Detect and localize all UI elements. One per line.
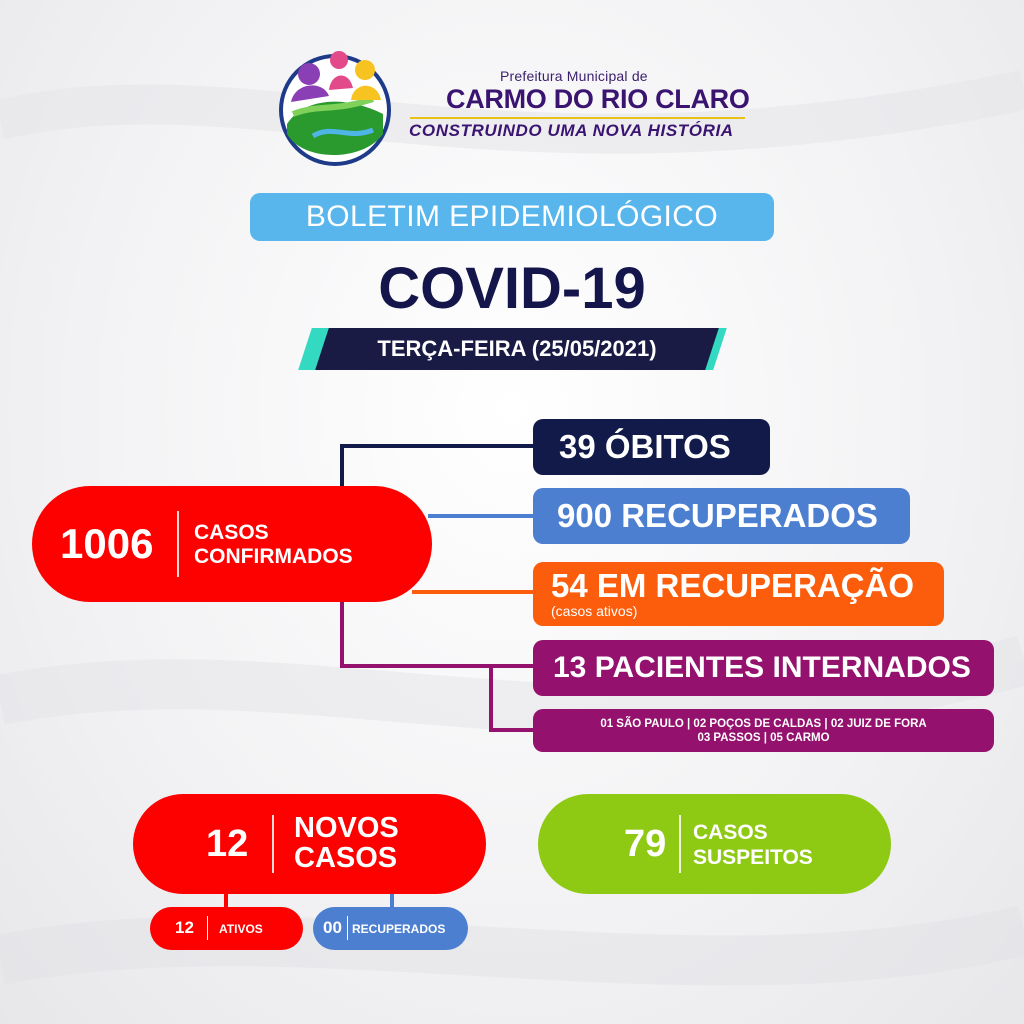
recovered-box: 900 RECUPERADOS xyxy=(533,488,910,544)
hospitalized-box: 13 PACIENTES INTERNADOS xyxy=(533,640,994,696)
new-recovered-value: 00 xyxy=(323,918,342,937)
bulletin-date: TERÇA-FEIRA (25/05/2021) xyxy=(377,336,657,361)
active-value: 12 xyxy=(175,918,194,937)
divider xyxy=(207,916,208,940)
confirmed-label-line2: CONFIRMADOS xyxy=(194,545,353,568)
divider xyxy=(347,916,348,940)
deaths-box: 39 ÓBITOS xyxy=(533,419,770,475)
hospitalized-detail-box xyxy=(533,709,994,752)
new-recovered-label: RECUPERADOS xyxy=(352,922,446,936)
new-cases-label-line1: NOVOS xyxy=(294,812,399,844)
active-label: ATIVOS xyxy=(219,922,263,936)
divider xyxy=(679,815,681,873)
confirmed-cases-value: 1006 xyxy=(60,520,154,567)
new-cases-label xyxy=(294,813,399,873)
recovering-note: (casos ativos) xyxy=(551,603,638,619)
slogan: CONSTRUINDO UMA NOVA HISTÓRIA xyxy=(409,121,734,140)
suspected-cases-label xyxy=(693,820,813,870)
suspected-label-line1: CASOS xyxy=(693,821,768,844)
city-name: CARMO DO RIO CLARO xyxy=(446,84,750,114)
disease-title: COVID-19 xyxy=(378,256,646,321)
prefeitura-label: Prefeitura Municipal de xyxy=(500,68,648,84)
confirmed-label-line1: CASOS xyxy=(194,521,269,544)
suspected-label-line2: SUSPEITOS xyxy=(693,846,813,869)
recovering-box xyxy=(533,562,944,626)
new-cases-value: 12 xyxy=(206,823,249,865)
confirmed-cases-label xyxy=(194,521,394,569)
recovering-label: 54 EM RECUPERAÇÃO xyxy=(551,567,915,604)
suspected-cases-value: 79 xyxy=(624,823,667,865)
hospitalized-detail-line2: 03 PASSOS | 05 CARMO xyxy=(697,732,830,744)
hospitalized-detail-line1: 01 SÃO PAULO | 02 POÇOS DE CALDAS | 02 JUIZ DE FORA xyxy=(600,718,927,730)
new-cases-label-line2: CASOS xyxy=(294,842,398,874)
bulletin-title: BOLETIM EPIDEMIOLÓGICO xyxy=(250,193,774,241)
divider xyxy=(177,511,179,577)
divider xyxy=(272,815,274,873)
